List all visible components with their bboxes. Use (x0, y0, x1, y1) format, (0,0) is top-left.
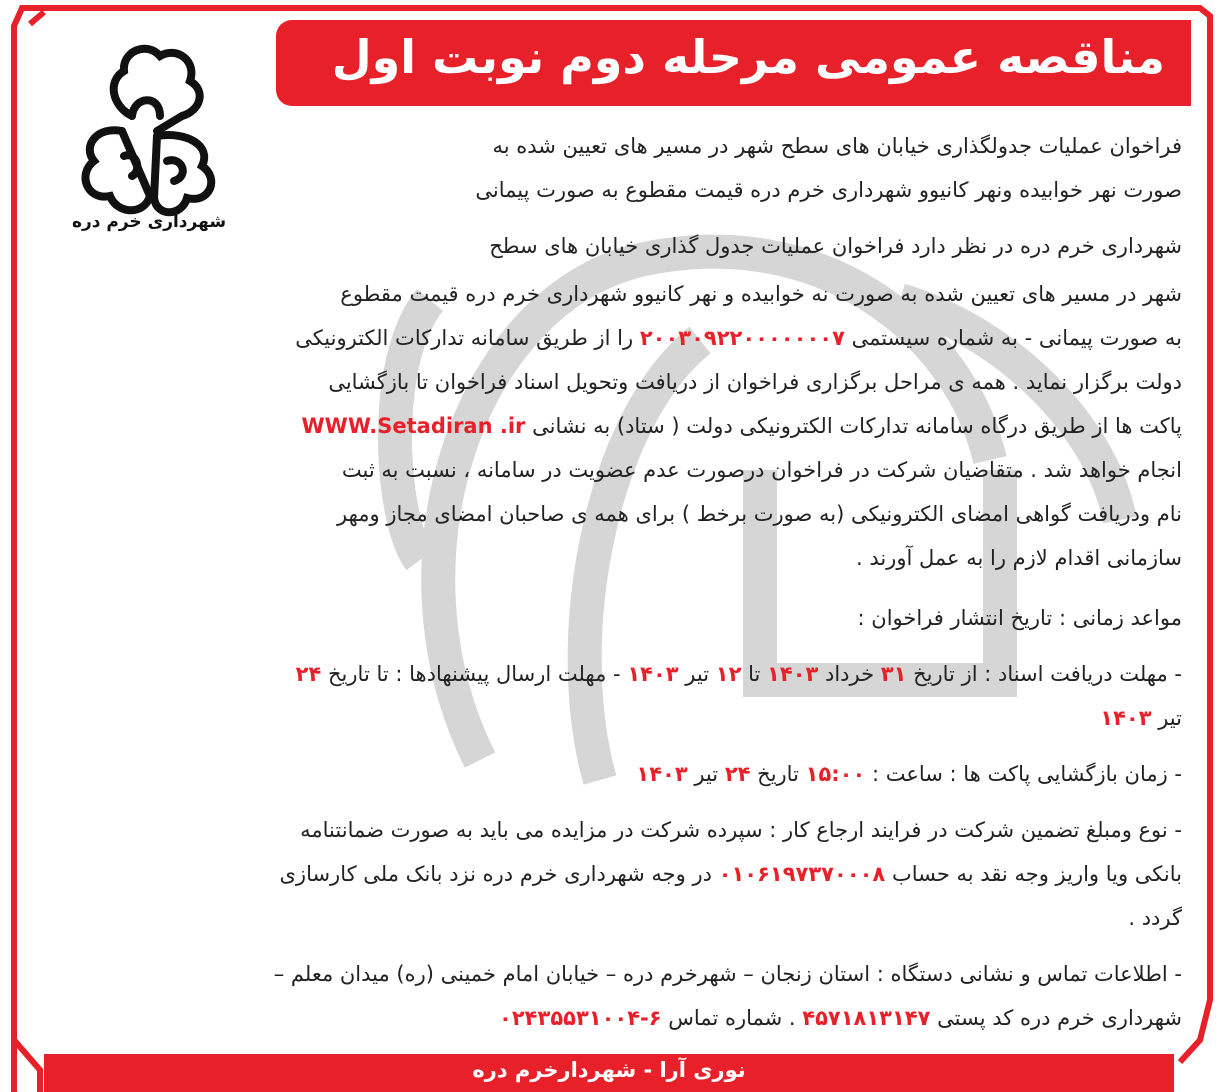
body-line-7: سازمانی اقدام لازم را به عمل آورند . (855, 546, 1182, 570)
intro-line-2: صورت نهر خوابیده ونهر کانیوو شهرداری خرم دره قیمت مقطوع به صورت پیمانی (475, 178, 1182, 202)
docs-end-year: ۱۴۰۳ (627, 662, 679, 686)
docs-deadline-line-cont (1100, 696, 1182, 740)
proposals-label: - مهلت ارسال پیشنهادها : تا تاریخ (328, 662, 621, 686)
docs-to: تا (748, 662, 761, 686)
system-number: ۲۰۰۳۰۹۲۲۰۰۰۰۰۰۰۷ (639, 326, 845, 350)
opening-time: ۱۵:۰۰ (805, 762, 866, 786)
footer-bar (44, 1054, 1174, 1092)
body-line-2-pre: به صورت پیمانی - به شماره سیستمی (851, 326, 1182, 350)
contact-pre: شهرداری خرم دره کد پستی (937, 1006, 1182, 1030)
guarantee-line-2 (279, 852, 1182, 896)
opening-label: - زمان بازگشایی پاکت ها : ساعت : (871, 762, 1182, 786)
intro-line-3: شهرداری خرم دره در نظر دارد فراخوان عملیات جدول گذاری خیابان های سطح (489, 234, 1182, 258)
body-line-3: دولت برگزار نماید . همه ی مراحل برگزاری فراخوان از دریافت وتحویل اسناد فراخوان تا بازگشایی (328, 370, 1182, 394)
guarantee-line-3: گردد . (1128, 906, 1182, 930)
municipality-logo-icon (62, 36, 232, 236)
guarantee-line-1: - نوع ومبلغ تضمین شرکت در فرایند ارجاع کار : سپرده شرکت در مزایده می باید به صورت ضمانتنامه (300, 818, 1182, 842)
opening-line (636, 752, 1182, 796)
docs-start-month: خرداد (824, 662, 875, 686)
contact-line-1: - اطلاعات تماس و نشانی دستگاه : استان زنجان – شهرخرم دره – خیابان امام خمینی (ره) میدان معلم – (273, 962, 1182, 986)
body-line-4 (302, 404, 1182, 448)
body-line-2 (295, 316, 1182, 360)
body-line-6: نام ودریافت گواهی امضای الکترونیکی (به صورت برخط ) برای همه ی صاحبان امضای مجاز ومهر (336, 502, 1182, 526)
postal-code: ۴۵۷۱۸۱۳۱۴۷ (802, 1006, 931, 1030)
phone-label: . شماره تماس (668, 1006, 796, 1030)
docs-start-day: ۳۱ (880, 662, 907, 686)
docs-deadline-line (296, 652, 1182, 696)
guarantee-pre: بانکی ویا واریز وجه نقد به حساب (891, 862, 1182, 886)
body-line-5: انجام خواهد شد . متقاضیان شرکت در فراخوان درصورت عدم عضویت در سامانه ، نسبت به ثبت (341, 458, 1182, 482)
title-banner (276, 20, 1191, 106)
proposals-year: ۱۴۰۳ (1100, 706, 1152, 730)
opening-date-label: تاریخ (757, 762, 799, 786)
docs-end-month: تیر (685, 662, 710, 686)
intro-line-1: فراخوان عملیات جدولگذاری خیابان های سطح شهر در مسیر های تعیین شده به (492, 134, 1182, 158)
logo-caption: شهرداری خرم دره (71, 212, 227, 232)
docs-start-year: ۱۴۰۳ (767, 662, 819, 686)
account-number: ۰۱۰۶۱۹۷۳۷۰۰۰۸ (718, 862, 886, 886)
proposals-month: تیر (1158, 706, 1182, 730)
proposals-day: ۲۴ (295, 662, 322, 686)
body-line-2-post: را از طریق سامانه تدارکات الکترونیکی (295, 326, 634, 350)
opening-month: تیر (694, 762, 719, 786)
setadiran-link[interactable]: WWW.Setadiran .ir (301, 414, 526, 438)
body-line-1: شهر در مسیر های تعیین شده به صورت نه خوابیده و نهر کانیوو شهرداری خرم دره قیمت مقطوع (340, 282, 1182, 306)
page-title: مناقصه عمومی مرحله دوم نوبت اول (331, 30, 1165, 84)
schedule-heading: مواعد زمانی : تاریخ انتشار فراخوان : (857, 606, 1182, 630)
docs-end-day: ۱۲ (715, 662, 742, 686)
body-line-4-pre: پاکت ها از طریق درگاه سامانه تدارکات الکترونیکی دولت ( ستاد) به نشانی (532, 414, 1182, 438)
contact-line-2 (499, 996, 1182, 1040)
docs-label: - مهلت دریافت اسناد : از تاریخ (913, 662, 1182, 686)
footer-signature: نوری آرا - شهردارخرم دره (472, 1058, 746, 1082)
phone-number: ۰۲۴۳۵۵۳۱۰۰۴-۶ (499, 1006, 662, 1030)
guarantee-post: در وجه شهرداری خرم دره نزد بانک ملی کارسازی (279, 862, 712, 886)
opening-day: ۲۴ (724, 762, 751, 786)
opening-year: ۱۴۰۳ (636, 762, 688, 786)
